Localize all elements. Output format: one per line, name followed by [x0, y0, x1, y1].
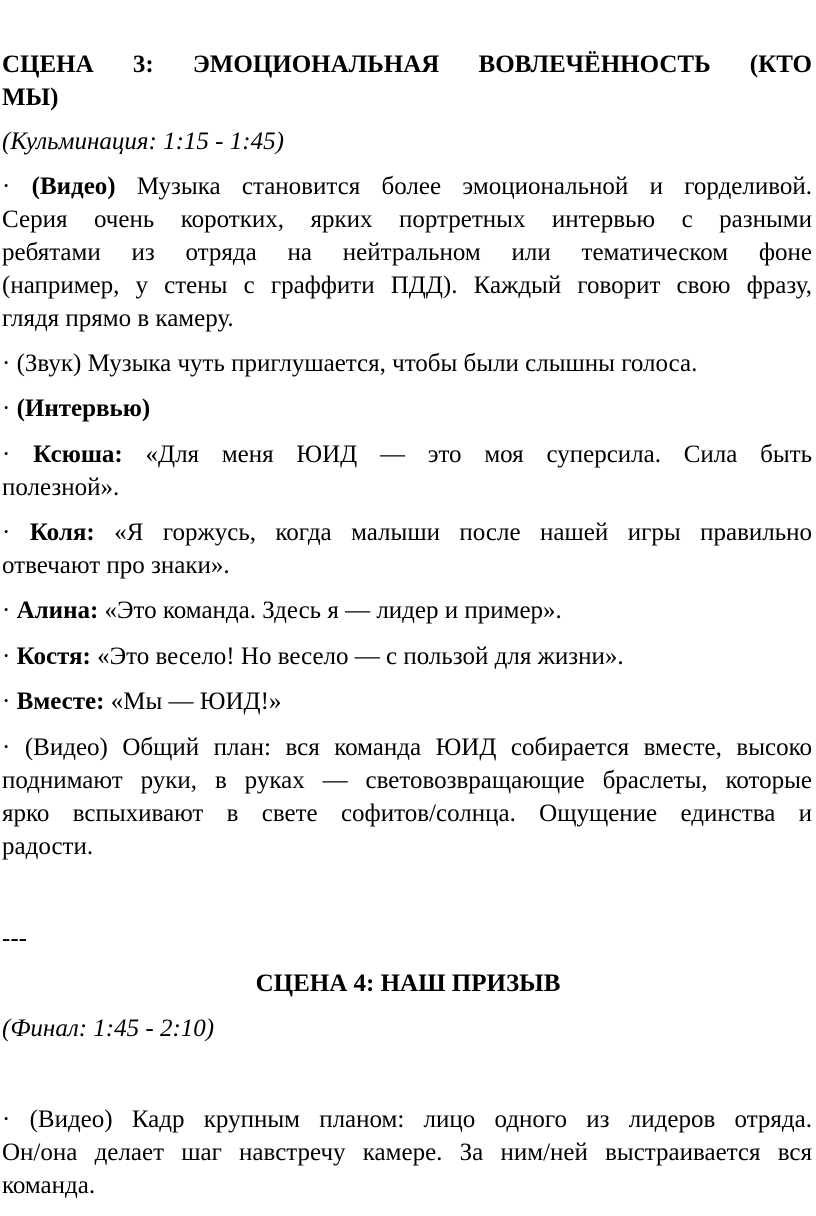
- quote-alina: [2, 596, 812, 626]
- quote-text: «Для меня ЮИД — это моя суперсила. Сила быть: [122, 441, 812, 468]
- scene4-video-line3: команда.: [2, 1172, 96, 1199]
- bullet: ·: [2, 643, 17, 670]
- speaker-name: Коля:: [29, 519, 95, 546]
- separator: ---: [2, 925, 27, 952]
- bullet: ·: [2, 173, 32, 200]
- scene3-video1-line3: ребятами из отряда на нейтральном или тематическом фоне: [2, 239, 812, 266]
- scene3-sound: · (Звук) Музыка чуть приглушается, чтобы были слышны голоса.: [2, 350, 698, 377]
- speaker-name: Костя:: [16, 643, 91, 670]
- scene3-video1-line4: (например, у стены с граффити ПДД). Каждый говорит свою фразу,: [2, 272, 812, 299]
- quote-ksyusha-line1: [2, 440, 812, 470]
- scene3-subtitle: (Кульминация: 1:15 - 1:45): [2, 128, 284, 155]
- bullet: ·: [2, 688, 17, 715]
- video1-text: Музыка становится более эмоциональной и горделивой.: [115, 173, 813, 200]
- interview-label: (Интервью): [16, 395, 151, 422]
- quote-text: «Мы — ЮИД!»: [104, 688, 282, 715]
- scene3-title-line2: МЫ): [2, 84, 59, 111]
- quote-text: «Это команда. Здесь я — лидер и пример».: [98, 597, 562, 624]
- scene4-subtitle: (Финал: 1:45 - 2:10): [2, 1015, 215, 1042]
- video-label: (Видео): [31, 173, 116, 200]
- quote-kolya-line2: отвечают про знаки».: [2, 552, 230, 579]
- bullet: ·: [2, 395, 17, 422]
- scene3-video2-line3: ярко вспыхивают в свете софитов/солнца. Ощущение единства и: [2, 800, 812, 827]
- scene3-video1-line1: [2, 172, 812, 202]
- bullet: ·: [2, 519, 30, 546]
- scene3-video2-line2: поднимают руки, в руках — световозвращающие браслеты, которые: [2, 767, 812, 794]
- scene3-video1-line2: Серия очень коротких, ярких портретных интервью с разными: [2, 206, 812, 233]
- quote-together: [2, 687, 812, 717]
- speaker-name: Ксюша:: [33, 441, 123, 468]
- quote-text: «Я горжусь, когда малыши после нашей игры правильно: [94, 519, 813, 546]
- scene3-title-line1: СЦЕНА 3: ЭМОЦИОНАЛЬНАЯ ВОВЛЕЧЁННОСТЬ (КТО: [2, 51, 812, 78]
- speaker-name: Вместе:: [16, 688, 105, 715]
- quote-text: «Это весело! Но весело — с пользой для жизни».: [90, 643, 624, 670]
- bullet: ·: [2, 597, 17, 624]
- speaker-name: Алина:: [16, 597, 99, 624]
- scene4-video-line1: · (Видео) Кадр крупным планом: лицо одного из лидеров отряда.: [2, 1106, 812, 1133]
- quote-kolya-line1: [2, 518, 812, 548]
- bullet: ·: [2, 441, 34, 468]
- quote-kostya: [2, 642, 812, 672]
- scene3-video1-line5: глядя прямо в камеру.: [2, 305, 234, 332]
- scene3-video2-line4: радости.: [2, 833, 94, 860]
- scene3-video2-line1: · (Видео) Общий план: вся команда ЮИД собирается вместе, высоко: [2, 734, 812, 761]
- scene4-video-line2: Он/она делает шаг навстречу камере. За ним/ней выстраивается вся: [2, 1139, 812, 1166]
- scene3-interview-heading: [2, 394, 812, 424]
- scene4-title: СЦЕНА 4: НАШ ПРИЗЫВ: [255, 970, 561, 997]
- quote-ksyusha-line2: полезной».: [2, 474, 120, 501]
